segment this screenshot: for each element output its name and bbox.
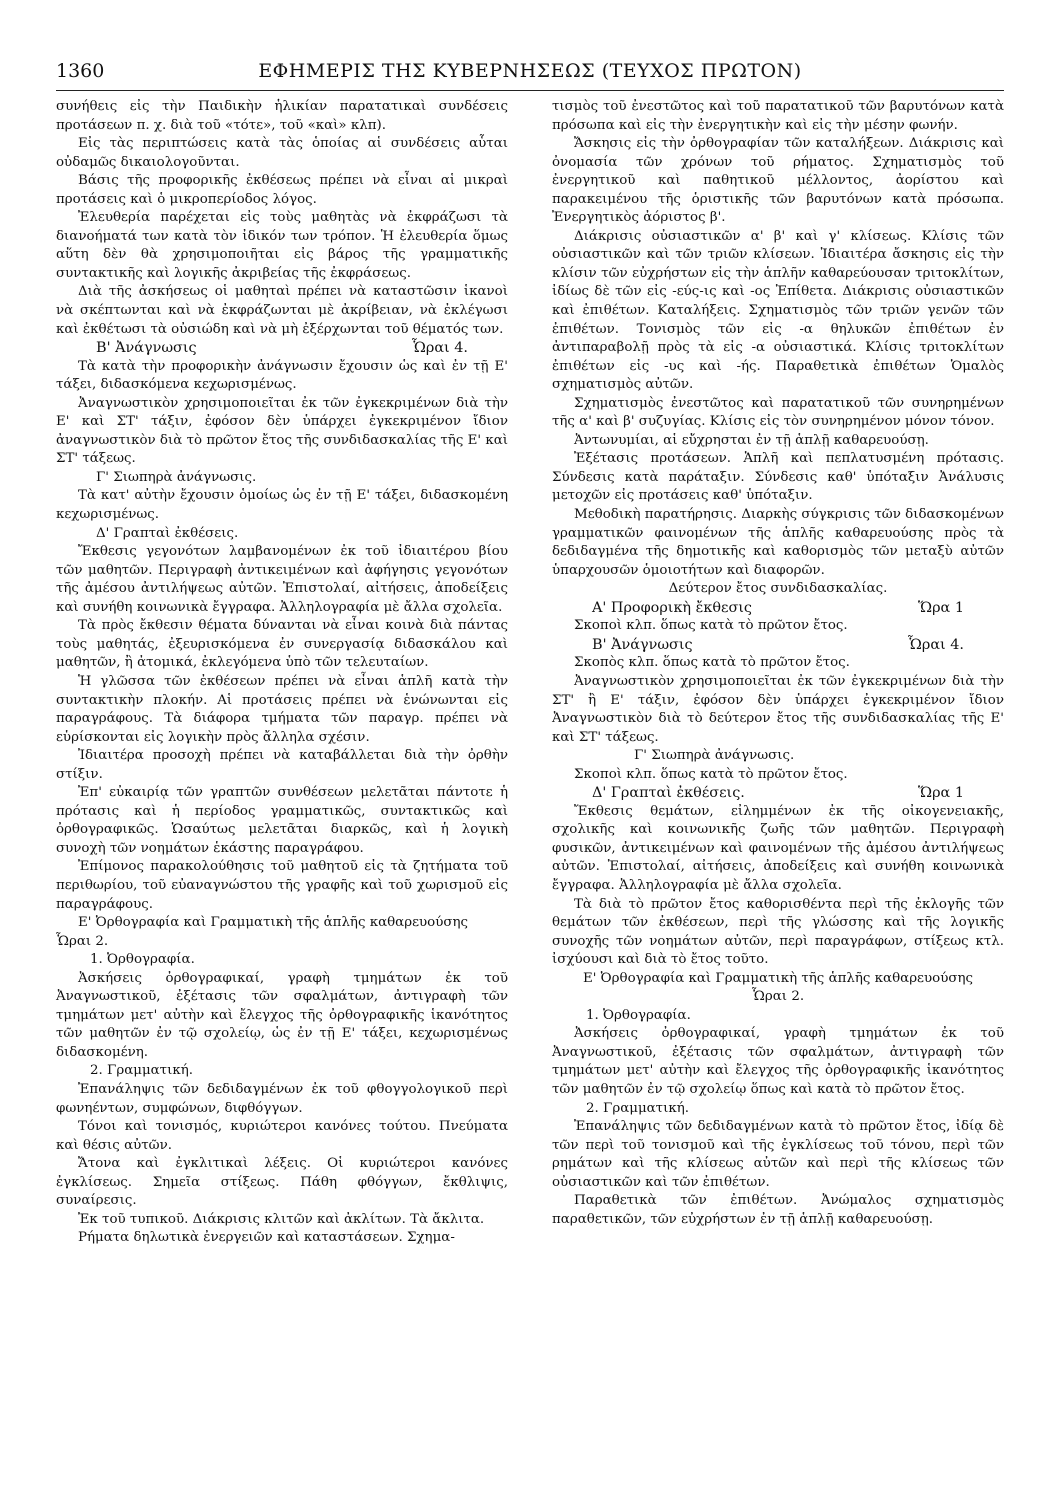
section-heading-orthography: Ε' Ὀρθογραφία καὶ Γραμματικὴ τῆς ἁπλῆς καθαρευούσης [582, 970, 974, 986]
paragraph: Σκοποὶ κλπ. ὅπως κατὰ τὸ πρῶτον ἔτος. [574, 618, 848, 634]
paragraph: Διὰ τῆς ἀσκήσεως οἱ μαθηταὶ πρέπει νὰ καταστῶσιν ἱκανοὶ νὰ σκέπτωνται καὶ νὰ ἐκφράζωνται μὲ ἀκρίβειαν, νὰ ἐκλέγωσι καὶ ἐκθέτωσι τὰ οὐσιώδη καὶ νὰ μὴ ἐξέρχωνται τοῦ θέματός των. [56, 284, 508, 337]
section-label: Β' Ἀνάγνωσις [96, 340, 197, 357]
paragraph: Ἄσκησις εἰς τὴν ὀρθογραφίαν τῶν καταλήξεων. Διάκρισις καὶ ὀνομασία τῶν χρόνων τοῦ ρήματος. Σχηματισμὸς τοῦ ἐνεργητικοῦ καὶ παθητικοῦ μέλλοντος, ἀορίστου καὶ παρακειμένου τῆς ὁριστικῆς τῶν βαρυτόνων κατὰ πρόσωπα. Ἐνεργητικὸς ἀόριστος β'. [552, 136, 1004, 226]
paragraph: Ἔκθεσις θεμάτων, εἰλημμένων ἐκ τῆς οἰκογενειακῆς, σχολικῆς καὶ κοινωνικῆς ζωῆς τῶν μαθητῶν. Περιγραφὴ φυσικῶν, ἀντικειμένων καὶ φαινομένων τῆς ἀμέσου ἀντιλήψεως αὐτῶν. Ἐπιστολαί, αἰτήσεις, ἀποδείξεις καὶ συνήθη κοινωνικὰ ἔγγραφα. Ἀλληλογραφία μὲ ἄλλα σχολεῖα. [552, 803, 1004, 893]
paragraph: συνήθεις εἰς τὴν Παιδικὴν ἡλικίαν παρατατικαὶ συνδέσεις προτάσεων π. χ. διὰ τοῦ «τότε», τοῦ «καὶ» κλπ). [56, 99, 508, 133]
left-column [56, 98, 508, 1248]
paragraph: Σχηματισμὸς ἐνεστῶτος καὶ παρατατικοῦ τῶν συνηρημένων τῆς α' καὶ β' συζυγίας. Κλίσις εἰς τὸν συνηρημένον μόνον τόνον. [552, 395, 1004, 430]
section-label: Δ' Γραπταὶ ἐκθέσεις. [592, 785, 745, 802]
paragraph: Ἐπ' εὐκαιρίᾳ τῶν γραπτῶν συνθέσεων μελετᾶται πάντοτε ἡ πρότασις καὶ ἡ περίοδος γραμματικῶς, συντακτικῶς καὶ ὀρθογραφικῶς. Ὡσαύτως μελετᾶται διαρκῶς, καὶ ἡ λογικὴ συνοχὴ τῶν νοημάτων ἑκάστης παραγράφου. [56, 785, 508, 856]
section-label: Β' Ἀνάγνωσις [592, 636, 693, 653]
subheading: 2. Γραμματική. [586, 1100, 689, 1116]
section-heading-reading [56, 339, 508, 358]
page-header [56, 60, 1004, 90]
paragraph: τισμὸς τοῦ ἐνεστῶτος καὶ τοῦ παρατατικοῦ τῶν βαρυτόνων κατὰ πρόσωπα καὶ εἰς τὴν ἐνεργητικὴν καὶ εἰς τὴν μέσην φωνήν. [552, 99, 1004, 133]
section-hours: Ὧραι 2. [751, 989, 805, 1005]
paragraph: Τὰ διὰ τὸ πρῶτον ἔτος καθορισθέντα περὶ τῆς ἐκλογῆς τῶν θεμάτων τῶν ἐκθέσεων, περὶ τῆς γλώσσης καὶ τῆς λογικῆς συνοχῆς τῶν νοημάτων αὐτῶν, περὶ παραγράφων, στίξεως κτλ. ἰσχύουσι καὶ διὰ τὸ ἔτος τοῦτο. [552, 896, 1004, 968]
paragraph: Ρήματα δηλωτικὰ ἐνεργειῶν καὶ καταστάσεων. Σχημα- [78, 1230, 455, 1246]
section-hours: Ὧραι 4. [907, 636, 964, 653]
paragraph: Τόνοι καὶ τονισμός, κυριώτεροι κανόνες τούτου. Πνεύματα καὶ θέσις αὐτῶν. [56, 1119, 508, 1153]
paragraph: Τὰ κατὰ τὴν προφορικὴν ἀνάγνωσιν ἔχουσιν ὡς καὶ ἐν τῇ Ε' τάξει, διδασκόμενα κεχωρισμένως. [56, 358, 508, 393]
paragraph: Ἐλευθερία παρέχεται εἰς τοὺς μαθητὰς νὰ ἐκφράζωσι τὰ διανοήματά των κατὰ τὸν ἰδικόν των τρόπον. Ἡ ἐλευθερία ὅμως αὕτη δὲν θὰ χρησιμοποιῆται εἰς βάρος τῆς γραμματικῆς συντακτικῆς καὶ λογικῆς ἀκριβείας τῆς ἐκφράσεως. [56, 210, 508, 281]
paragraph: Ἄτονα καὶ ἐγκλιτικαὶ λέξεις. Οἱ κυριώτεροι κανόνες ἐγκλίσεως. Σημεῖα στίξεως. Πάθη φθόγγων, ἔκθλιψις, συναίρεσις. [56, 1156, 508, 1209]
subheading: 2. Γραμματική. [90, 1063, 193, 1079]
paragraph: Τὰ πρὸς ἔκθεσιν θέματα δύνανται νὰ εἶναι κοινὰ διὰ πάντας τοὺς μαθητάς, ἐξευρισκόμενα ἐν συνεργασίᾳ διδασκάλου καὶ μαθητῶν, ἢ ἀτομικά, ἐκλεγόμενα ὑπὸ τῶν τελευταίων. [56, 618, 508, 671]
section-hours: Ὧραι 4. [411, 340, 468, 357]
page-title: ΕΦΗΜΕΡΙΣ ΤΗΣ ΚΥΒΕΡΝΗΣΕΩΣ (ΤΕΥΧΟΣ ΠΡΩΤΟΝ) [258, 60, 802, 82]
section-hours: Ὥρα 1 [918, 785, 964, 802]
paragraph: Ἀναγνωστικὸν χρησιμοποιεῖται ἐκ τῶν ἐγκεκριμένων διὰ τὴν Ε' καὶ ΣΤ' τάξιν, ἐφόσον δὲν ὑπάρχει ἐγκεκριμένον ἴδιον ἀναγνωστικὸν διὰ τὸ πρῶτον ἔτος τῆς συνδιδασκαλίας τῆς Ε' καὶ ΣΤ' τάξεως. [56, 395, 508, 467]
section-heading-silent-reading: Γ' Σιωπηρὰ ἀνάγνωσις. [96, 469, 257, 485]
paragraph: Τὰ κατ' αὐτὴν ἔχουσιν ὁμοίως ὡς ἐν τῇ Ε' τάξει, διδασκομένη κεχωρισμένως. [56, 488, 508, 523]
paragraph: Ἀσκήσεις ὀρθογραφικαί, γραφὴ τμημάτων ἐκ τοῦ Ἀναγνωστικοῦ, ἐξέτασις τῶν σφαλμάτων, ἀντιγραφὴ τῶν τμημάτων μετ' αὐτὴν καὶ ἔλεγχος τῆς ὀρθογραφικῆς ἱκανότητος τῶν μαθητῶν ἐν τῷ σχολείῳ ὅπως καὶ κατὰ τὸ πρῶτον ἔτος. [552, 1026, 1004, 1097]
section-heading-oral [552, 599, 1004, 618]
paragraph: Σκοπὸς κλπ. ὅπως κατὰ τὸ πρῶτον ἔτος. [574, 655, 850, 671]
section-heading-silent-reading: Γ' Σιωπηρὰ ἀνάγνωσις. [634, 748, 795, 764]
section-hours: Ὥρα 1 [918, 599, 964, 616]
right-column [552, 98, 1004, 1229]
paragraph: Ἡ γλῶσσα τῶν ἐκθέσεων πρέπει νὰ εἶναι ἁπλῆ κατὰ τὴν συντακτικὴν πλοκήν. Αἱ προτάσεις πρέπει νὰ ἑνώνωνται εἰς παραγράφους. Τὰ διάφορα τμήματα τῶν παραγρ. πρέπει νὰ εὑρίσκονται εἰς λογικὴν πρὸς ἄλληλα σχέσιν. [56, 673, 508, 745]
section-heading-second-year: Δεύτερον ἔτος συνδιδασκαλίας. [668, 581, 888, 597]
page-number: 1360 [56, 60, 105, 82]
paragraph: Ἐπανάληψις τῶν δεδιδαγμένων ἐκ τοῦ φθογγολογικοῦ περὶ φωνηέντων, συμφώνων, διφθόγγων. [56, 1081, 508, 1116]
section-heading-orthography: Ε' Ὀρθογραφία καὶ Γραμματικὴ τῆς ἁπλῆς καθαρευούσης [78, 915, 469, 931]
header-rule [56, 90, 1004, 91]
paragraph: Ἐκ τοῦ τυπικοῦ. Διάκρισις κλιτῶν καὶ ἀκλίτων. Τὰ ἄκλιτα. [78, 1211, 485, 1227]
paragraph: Ἰδιαιτέρα προσοχὴ πρέπει νὰ καταβάλλεται διὰ τὴν ὀρθὴν στίξιν. [56, 748, 508, 782]
paragraph: Ἀντωνυμίαι, αἱ εὔχρησται ἐν τῇ ἁπλῇ καθαρευούσῃ. [574, 432, 929, 448]
paragraph: Παραθετικὰ τῶν ἐπιθέτων. Ἀνώμαλος σχηματισμὸς παραθετικῶν, τῶν εὐχρήστων ἐν τῇ ἁπλῇ καθαρευούσῃ. [552, 1193, 1004, 1227]
paragraph: Σκοποὶ κλπ. ὅπως κατὰ τὸ πρῶτον ἔτος. [574, 766, 848, 782]
paragraph: Ἐξέτασις προτάσεων. Ἁπλῆ καὶ πεπλατυσμένη πρότασις. Σύνδεσις κατὰ παράταξιν. Σύνδεσις καθ' ὑπόταξιν Ἀνάλυσις μετοχῶν εἰς προτάσεις καθ' ὑπόταξιν. [552, 451, 1004, 504]
paragraph: Ἀναγνωστικὸν χρησιμοποιεῖται ἐκ τῶν ἐγκεκριμένων διὰ τὴν ΣΤ' ἢ Ε' τάξιν, ἐφόσον δὲν ὑπάρχει ἐγκεκριμένον ἴδιον Ἀναγνωστικὸν διὰ τὸ δεύτερον ἔτος τῆς συνδιδασκαλίας τῆς Ε' καὶ ΣΤ' τάξεως. [552, 673, 1004, 745]
section-heading-reading [552, 636, 1004, 655]
section-hours: Ὧραι 2. [56, 933, 109, 949]
paragraph: Ἔκθεσις γεγονότων λαμβανομένων ἐκ τοῦ ἰδιαιτέρου βίου τῶν μαθητῶν. Περιγραφὴ ἀντικειμένων καὶ ἀφήγησις γεγονότων τῆς ἀμέσου ἀντιλήψεως αὐτῶν. Ἐπιστολαί, αἰτήσεις, ἀποδείξεις καὶ συνήθη κοινωνικὰ ἔγγραφα. Ἀλληλογραφία μὲ ἄλλα σχολεῖα. [56, 544, 508, 615]
section-heading-written: Δ' Γραπταὶ ἐκθέσεις. [96, 525, 239, 541]
paragraph: Ἐπανάληψις τῶν δεδιδαγμένων κατὰ τὸ πρῶτον ἔτος, ἰδίᾳ δὲ τῶν περὶ τοῦ τονισμοῦ καὶ τῆς ἐγκλίσεως τοῦ τόνου, περὶ τῶν ρημάτων καὶ τῆς κλίσεως αὐτῶν καὶ περὶ τῆς κλίσεως τῶν οὐσιαστικῶν καὶ τῶν ἐπιθέτων. [552, 1119, 1004, 1190]
paragraph: Εἰς τὰς περιπτώσεις κατὰ τὰς ὁποίας αἱ συνδέσεις αὗται οὐδαμῶς δικαιολογοῦνται. [56, 136, 508, 170]
subheading: 1. Ὀρθογραφία. [90, 952, 195, 968]
subheading: 1. Ὀρθογραφία. [586, 1007, 691, 1023]
paragraph: Ἀσκήσεις ὀρθογραφικαί, γραφὴ τμημάτων ἐκ τοῦ Ἀναγνωστικοῦ, ἐξέτασις τῶν σφαλμάτων, ἀντιγραφὴ τῶν τμημάτων μετ' αὐτὴν καὶ ἔλεγχος τῆς ὀρθογραφικῆς ἱκανότητος τῶν μαθητῶν ἐν τῷ σχολείῳ, ὡς ἐν τῇ Ε' τάξει, κεχωρισμένως διδασκομένη. [56, 970, 508, 1060]
section-heading-written [552, 784, 1004, 803]
paragraph: Ἐπίμονος παρακολούθησις τοῦ μαθητοῦ εἰς τὰ ζητήματα τοῦ περιθωρίου, τοῦ εὐαναγνώστου τῆς γραφῆς καὶ τοῦ χωρισμοῦ εἰς παραγράφους. [56, 859, 508, 912]
paragraph: Μεθοδικὴ παρατήρησις. Διαρκὴς σύγκρισις τῶν διδασκομένων γραμματικῶν φαινομένων τῆς ἁπλῆς καθαρευούσης πρὸς τὰ δεδιδαγμένα τῆς δημοτικῆς καὶ καθορισμὸς τῶν μεταξὺ αὐτῶν ὑπαρχουσῶν ὁμοιοτήτων καὶ διαφορῶν. [552, 507, 1004, 578]
section-label: Α' Προφορικὴ ἔκθεσις [592, 599, 752, 616]
paragraph: Διάκρισις οὐσιαστικῶν α' β' καὶ γ' κλίσεως. Κλίσις τῶν οὐσιαστικῶν καὶ τῶν τριῶν κλίσεων. Ἰδιαιτέρα ἄσκησις εἰς τὴν κλίσιν τῶν εὐχρήστων εἰς τὴν ἁπλῆν καθαρεύουσαν τριτοκλίτων, ἰδίως δὲ τῶν εἰς -εύς-ις καὶ -ος Ἐπίθετα. Διάκρισις οὐσιαστικῶν καὶ ἐπιθέτων. Καταλήξεις. Σχηματισμὸς τῶν τριῶν γενῶν τῶν ἐπιθέτων. Τονισμὸς τῶν εἰς -α θηλυκῶν ἐπιθέτων ἐν ἀντιπαραβολῇ πρὸς τὰ εἰς -α οὐσιαστικά. Κλίσις τριτοκλίτων ἐπιθέτων εἰς -υς καὶ -ής. Παραθετικὰ ἐπιθέτων Ὁμαλὸς σχηματισμὸς αὐτῶν. [552, 228, 1004, 393]
paragraph: Βάσις τῆς προφορικῆς ἐκθέσεως πρέπει νὰ εἶναι αἱ μικραὶ προτάσεις καὶ ὁ μικροπερίοδος λόγος. [56, 173, 508, 207]
